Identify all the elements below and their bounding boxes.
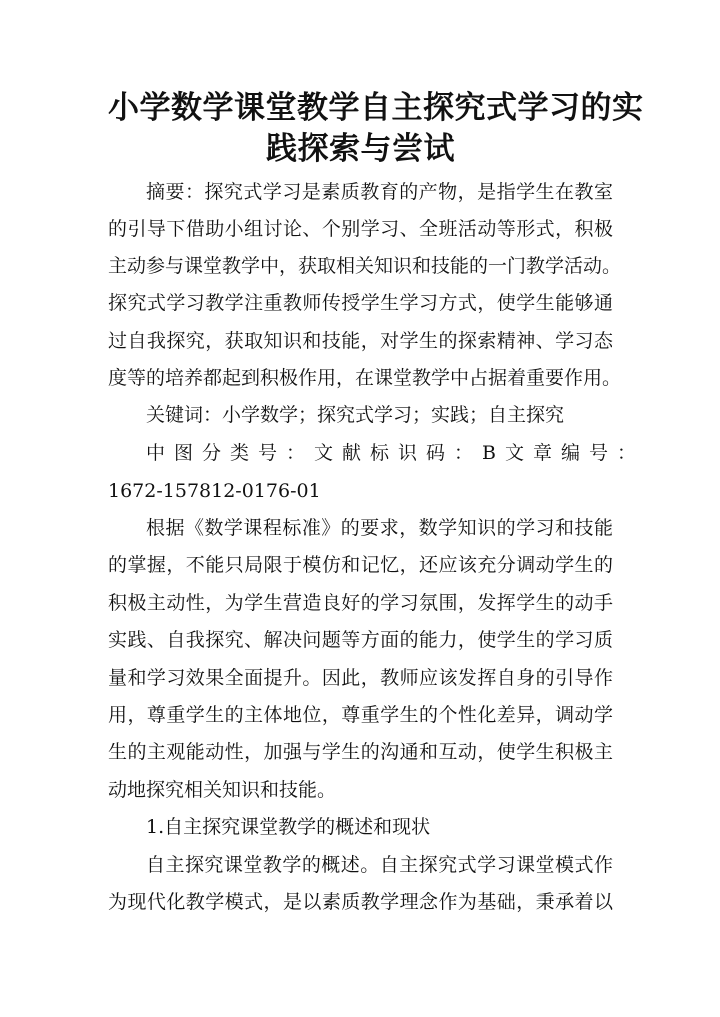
keywords: 关键词：小学数学；探究式学习；实践；自主探究 (146, 404, 565, 426)
section-line: 自主探究课堂教学的概述。自主探究式学习课堂模式作 (146, 854, 613, 876)
classification-line-1: 中图分类号：文献标识码：B文章编号： (146, 442, 645, 464)
body-line: 实践、自我探究、解决问题等方面的能力，使学生的学习质 (108, 629, 613, 651)
body-line: 的掌握，不能只局限于模仿和记忆，还应该充分调动学生的 (108, 554, 613, 576)
classification-line-2: 1672-157812-0176-01 (108, 480, 321, 502)
section-heading: 1.自主探究课堂教学的概述和现状 (146, 816, 431, 838)
body-line: 用，尊重学生的主体地位，尊重学生的个性化差异，调动学 (108, 704, 613, 726)
abstract-line: 主动参与课堂教学中，获取相关知识和技能的一门教学活动。 (108, 255, 622, 277)
title-line-2: 践探索与尝试 (266, 131, 455, 167)
abstract-line: 摘要：探究式学习是素质教育的产物，是指学生在教室 (146, 181, 613, 203)
body-line: 动地探究相关知识和技能。 (108, 779, 337, 801)
abstract-line: 度等的培养都起到积极作用，在课堂教学中占据着重要作用。 (108, 367, 622, 389)
body-line: 积极主动性，为学生营造良好的学习氛围，发挥学生的动手 (108, 592, 613, 614)
body-line: 生的主观能动性，加强与学生的沟通和互动，使学生积极主 (108, 741, 613, 763)
body-line: 量和学习效果全面提升。因此，教师应该发挥自身的引导作 (108, 667, 613, 689)
title-line-1: 小学数学课堂教学自主探究式学习的实 (108, 90, 644, 126)
abstract-line: 的引导下借助小组讨论、个别学习、全班活动等形式，积极 (108, 218, 613, 240)
body-line: 根据《数学课程标准》的要求，数学知识的学习和技能 (146, 517, 613, 539)
abstract-line: 过自我探究，获取知识和技能，对学生的探索精神、学习态 (108, 330, 613, 352)
abstract-line: 探究式学习教学注重教师传授学生学习方式，使学生能够通 (108, 292, 613, 314)
section-line: 为现代化教学模式，是以素质教学理念作为基础，秉承着以 (108, 891, 613, 913)
